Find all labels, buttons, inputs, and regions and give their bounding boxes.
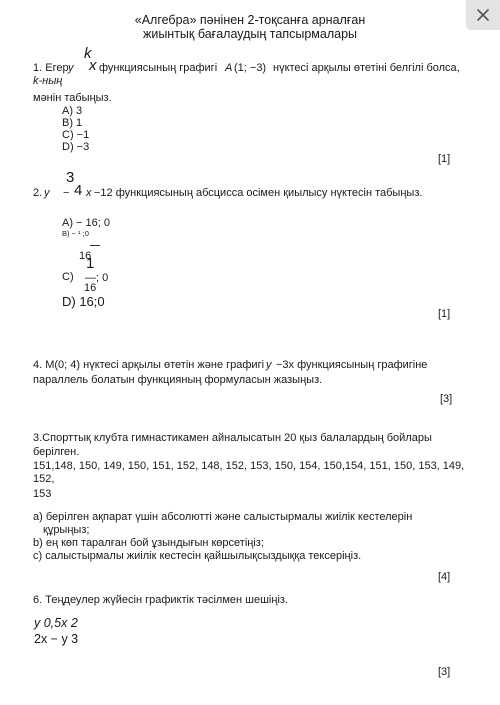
q1-k-of: k-ның (33, 75, 63, 87)
q6-line1: 6. Теңдеулер жүйесін графиктік тәсілмен шешіңіз. (33, 594, 288, 606)
q1-point-label: A (225, 62, 233, 74)
q2-number: 2. (33, 187, 43, 199)
q2-text: −12 функциясының абсцисса осімен қиылысу нүктесін табыңыз. (94, 187, 423, 199)
q1-var-y: y (68, 62, 74, 74)
q3-mark: [4] (438, 571, 451, 583)
q2-option-c-numerator: 1 (86, 255, 95, 272)
q4-line1-end: −3x функциясының графигіне (276, 359, 428, 371)
q3-data-line3: 153 (33, 488, 52, 500)
q1-fraction-k: k (84, 45, 92, 62)
q2-option-c-rest: —; 0 (85, 272, 109, 284)
q2-option-a: A) − 16; 0 (62, 217, 111, 229)
q2-minus: − (63, 187, 70, 199)
q6-equation-2: 2x − y 3 (34, 632, 79, 646)
q2-var-y: y (44, 187, 50, 199)
q2-option-b-fraction-bar (90, 245, 100, 246)
q2-option-b-denominator: 16 (79, 250, 92, 262)
q1-option-c: C) −1 (62, 129, 90, 141)
q2-option-c-label: C) (62, 271, 74, 283)
q2-option-c-denominator: 16 (84, 282, 97, 294)
q1-text-function: функциясының графигі (99, 62, 218, 74)
q1-text-condition: нүктесі арқылы өтетіні белгілі болса, (273, 62, 460, 74)
q3-task-a-line1: a) берілген ақпарат үшін абсолютті және салыстырмалы жиілік кестелерін (33, 511, 413, 523)
q1-option-d: D) −3 (62, 141, 90, 153)
q1-point-coords: (1; −3) (234, 62, 267, 74)
q3-data-line2: 152, (33, 473, 55, 485)
q1-text-find: мәнін табыңыз. (33, 92, 112, 104)
q6-mark: [3] (438, 666, 451, 678)
q3-line1: 3.Спорттық клубта гимнастикамен айналысатын 20 қыз балалардың бойлары (33, 432, 432, 444)
q6-equation-1: y 0,5x 2 (34, 616, 78, 630)
q3-task-a-line2: құрыңыз; (43, 524, 90, 536)
q2-num-3: 3 (66, 169, 75, 186)
q3-task-c: c) салыстырмалы жиілік кестесін қайшылықсыздыққа тексеріңіз. (33, 550, 362, 562)
q3-line2: берілген. (33, 446, 80, 458)
q1-option-a: A) 3 (62, 105, 83, 117)
q1-mark: [1] (438, 153, 451, 165)
q1-option-b: B) 1 (62, 117, 83, 129)
q4-line1-start: 4. М(0; 4) нүктесі арқылы өтетін және графигі (33, 359, 265, 371)
q4-line2: параллель болатын функцияның формуласын жазыңыз. (33, 374, 323, 386)
q4-var-y: y (266, 359, 272, 371)
doc-title-line1: «Алгебра» пәнінен 2-тоқсанға арналған (134, 13, 366, 27)
q2-var-x: x (86, 187, 92, 199)
q1-var-x: x (89, 57, 97, 74)
q2-mark: [1] (438, 308, 451, 320)
q4-mark: [3] (440, 393, 453, 405)
q2-den-4: 4 (74, 182, 83, 199)
q2-option-b-line1: B) − ¹ ;0 (62, 229, 89, 238)
doc-title-line2: жиынтық бағалаудың тапсырмалары (142, 27, 358, 41)
q3-data-line1: 151,148, 150, 149, 150, 151, 152, 148, 152, 153, 150, 154, 150,154, 151, 150, 153, 149, (33, 460, 465, 472)
q1-text-start: 1. Егер (33, 62, 69, 74)
q2-option-d: D) 16;0 (62, 294, 105, 309)
q3-task-b: b) ең көп таралған бой ұзындығын көрсетіңіз; (33, 537, 264, 549)
